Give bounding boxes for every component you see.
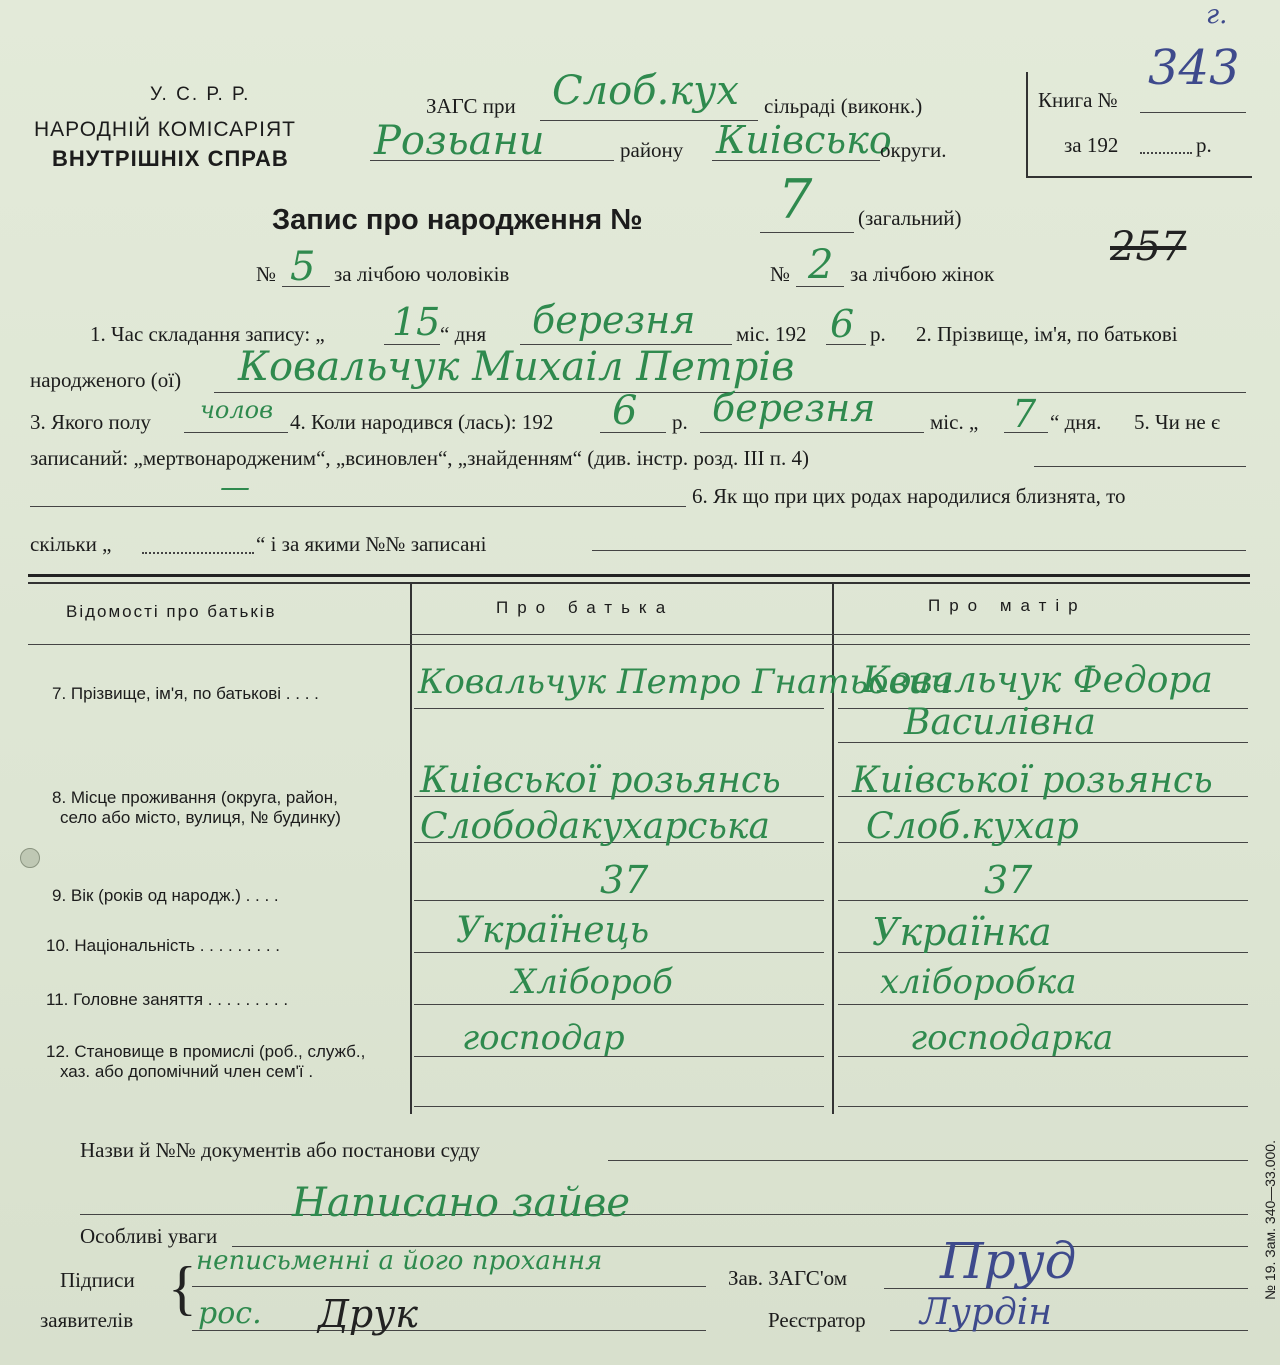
district-label: району [620,138,684,162]
mother-residence: Киівської розьянсь [852,760,1213,801]
okrug-label: округи. [880,138,947,162]
signatures-label: Підписи [60,1268,135,1292]
zags-village-handwritten: Слоб.кух [552,68,739,114]
commissariat-line2: ВНУТРІШНІХ СПРАВ [52,146,289,171]
field4-day-handwritten: 7 [1012,392,1037,436]
crossed-number: 257 [1110,224,1187,270]
female-prefix: № [770,262,791,286]
special-remarks-handwritten: Написано зайве [292,1180,631,1226]
brace: { [168,1255,197,1321]
field6-label: 6. Як що при цих родах народилися близнята, то [692,484,1126,508]
field3-label: 3. Якого полу [30,410,151,434]
registrar-label: Реєстратор [768,1308,866,1332]
table-row-label-12b: хаз. або допомічний член сем'ї . [60,1062,314,1081]
father-nationality: Українець [456,910,650,951]
father-status: господар [462,1018,625,1058]
table-header-mother: Про матір [928,596,1087,615]
book-year-label: за 192 [1064,133,1119,157]
table-row-label-10: 10. Національність . . . . . . . . . [46,936,280,955]
mother-nationality: Українка [872,910,1052,954]
field4-day-suffix: “ дня. [1050,410,1102,434]
okrug-handwritten: Киівсько [716,118,892,162]
field1-year-handwritten: 6 [830,302,855,346]
signature-line2-handwritten: рос. [198,1296,262,1331]
field2-name-handwritten: Ковальчук Михаіл Петрів [238,344,795,390]
book-number-handwritten: 343 [1148,40,1240,96]
table-header-info: Відомості про батьків [66,602,277,621]
field4-year-handwritten: 6 [612,388,638,434]
record-title: Запис про народження № [272,204,643,236]
field4-year-suffix: р. [672,410,688,434]
punch-hole-icon [20,848,40,868]
zags-suffix: сільраді (виконк.) [764,94,923,118]
side-print: № 19. Зам. 340—33.000. [1262,1140,1278,1300]
general-label: (загальний) [858,206,962,230]
field1-month-suffix: міс. 192 [736,322,807,346]
field2-cont: народженого (ої) [30,368,182,392]
male-label: за лічбою чоловіків [334,262,510,286]
field6-cont2: “ і за якими №№ записані [256,532,487,556]
field1-day-suffix: “ дня [440,322,487,346]
field1-year-suffix: р. [870,322,886,346]
zags-prefix: ЗАГС при [426,94,516,118]
table-row-label-8b: село або місто, вулиця, № будинку) [60,808,341,827]
male-prefix: № [256,262,277,286]
field1-month-handwritten: березня [532,298,696,342]
mother-age: 37 [984,858,1033,902]
father-residence: Киівської розьянсь [420,760,781,801]
signature-line1-handwritten: неписьменні а його прохання [196,1246,603,1276]
table-row-label-11: 11. Головне заняття . . . . . . . . . [46,990,289,1009]
record-number-handwritten: 7 [778,168,813,231]
field4-month-suffix: міс. „ [930,410,979,434]
father-name: Ковальчук Петро Гнатьович [418,662,952,702]
female-count-handwritten: 2 [808,242,834,288]
mother-occupation: хлібoробка [880,962,1077,1002]
field1-label: 1. Час складання запису: „ [90,322,325,346]
field6-cont: скільки „ [30,532,112,556]
field3-value-handwritten: чолов [200,396,274,424]
commissariat-line1: НАРОДНІЙ КОМІСАРІЯТ [34,118,296,141]
field5-cont: записаний: „мертвонародженим“, „всиновлен“, „знайденням“ (див. інстр. розд. III п. 4) [30,446,809,470]
field4-label: 4. Коли народився (лась): 192 [290,410,554,434]
documents-label: Назви й №№ документів або постанови суду [80,1138,480,1162]
zags-head-label: Зав. ЗАГС'ом [728,1266,847,1290]
table-row-label-12: 12. Становище в промислі (роб., служб., [46,1042,366,1061]
table-row-label-8: 8. Місце проживання (округа, район, [52,788,338,807]
signatures-label2: заявителів [40,1308,134,1332]
book-label: Книга № [1038,88,1118,112]
table-row-label-9: 9. Вік (років од нарoдж.) . . . . [52,886,279,905]
district-handwritten: Розьани [374,118,545,164]
zags-head-signature: Пруд [940,1232,1077,1290]
male-count-handwritten: 5 [290,244,316,290]
field1-day-handwritten: 15 [392,300,441,344]
field2-label: 2. Прізвище, ім'я, по батькові [916,322,1178,346]
field4-month-handwritten: березня [712,386,876,430]
table-row-label-7: 7. Прізвище, ім'я, по батькові . . . . [52,684,319,703]
book-top-mark: г. [1206,0,1228,30]
book-year-suffix: р. [1196,133,1212,157]
mother-status: господарка [910,1018,1114,1058]
father-residence-cont: Слободакухарська [420,806,770,847]
table-header-father: Про батька [496,598,675,617]
mother-name: Ковальчук Федора [862,660,1213,701]
father-age: 37 [600,858,649,902]
ussr-label: У. С. Р. Р. [150,84,251,105]
special-remarks-label: Особливі уваги [80,1224,218,1248]
mother-name-cont: Василівна [904,702,1096,743]
mother-residence-cont: Слоб.кухар [866,806,1079,847]
female-label: за лічбою жінок [850,262,995,286]
field5-value-handwritten: — [220,470,250,505]
father-occupation: Хлібороб [512,962,673,1002]
table-top-rule [28,574,1250,577]
field5-label: 5. Чи не є [1134,410,1220,434]
applicant-signature: Друк [318,1292,418,1336]
registrar-signature: Лурдін [920,1292,1053,1333]
